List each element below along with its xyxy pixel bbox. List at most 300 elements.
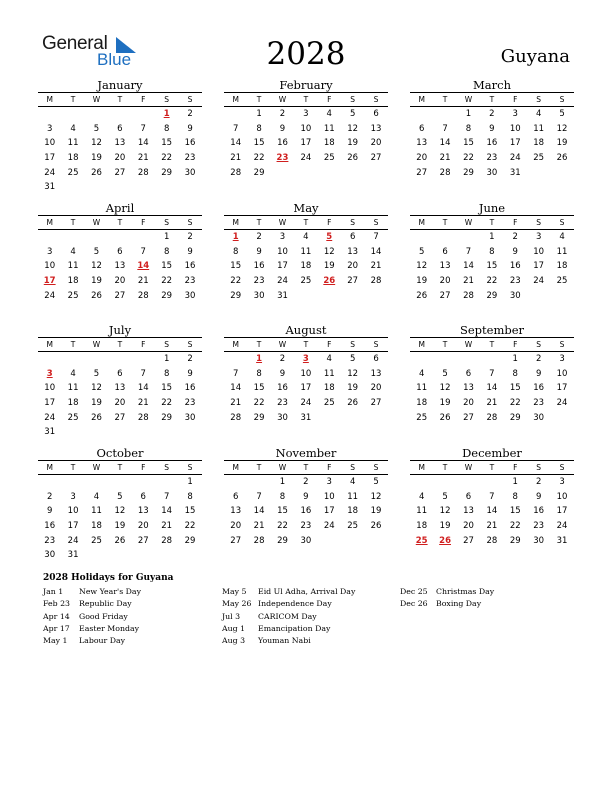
holiday-item	[43, 624, 141, 636]
week-row	[38, 288, 202, 303]
week-row	[224, 136, 388, 151]
day-cell: 21	[370, 261, 382, 272]
day-cell: 28	[137, 167, 149, 178]
day-cell: 20	[463, 521, 474, 532]
month-title: January	[97, 78, 143, 92]
day-cell: 6	[373, 354, 379, 365]
day-cell: 13	[370, 368, 382, 379]
day-cell: 19	[91, 153, 102, 164]
day-cell: 10	[509, 123, 521, 134]
weekday-label: M	[46, 95, 53, 104]
day-cell: 3	[512, 109, 518, 120]
day-cell: 19	[347, 383, 359, 394]
weekday-header	[224, 92, 388, 107]
holiday-item-name: Easter Monday	[79, 623, 140, 633]
weekday-header	[224, 337, 388, 352]
day-cell: 16	[253, 261, 265, 272]
day-cell: 8	[279, 491, 286, 502]
holiday-date: 23	[276, 153, 289, 164]
day-cell: 13	[137, 506, 149, 517]
holiday-item-name: Good Friday	[79, 611, 128, 621]
day-cell: 21	[137, 398, 149, 409]
day-cell: 9	[187, 246, 193, 257]
day-cell: 27	[463, 535, 474, 546]
day-cell: 20	[370, 138, 382, 149]
day-cell: 25	[67, 412, 79, 423]
day-cell: 7	[489, 368, 495, 379]
holiday-item-date: Apr 17	[43, 623, 70, 633]
day-cell: 27	[347, 276, 359, 287]
weekday-label: S	[350, 463, 356, 472]
weekday-label: W	[464, 340, 473, 349]
day-cell: 13	[347, 246, 359, 257]
weekday-label: M	[418, 95, 425, 104]
day-cell: 15	[486, 261, 498, 272]
day-cell: 8	[512, 491, 518, 502]
day-cell: 4	[326, 109, 332, 120]
weekday-label: T	[489, 463, 495, 472]
day-cell: 7	[140, 123, 146, 134]
day-cell: 15	[463, 138, 474, 149]
day-cell: 9	[535, 368, 542, 379]
day-cell: 19	[323, 261, 335, 272]
day-cell: 6	[442, 246, 448, 257]
day-cell: 14	[486, 506, 498, 517]
day-cell: 8	[163, 246, 170, 257]
day-cell: 3	[326, 477, 332, 488]
day-cell: 13	[439, 261, 451, 272]
day-cell: 6	[140, 491, 146, 502]
day-cell: 9	[489, 123, 495, 134]
day-cell: 28	[486, 412, 498, 423]
day-cell: 23	[486, 153, 498, 164]
week-row	[38, 245, 202, 260]
holiday-item-date: Aug 3	[222, 636, 246, 646]
month-may	[224, 201, 388, 303]
day-cell: 26	[347, 398, 359, 409]
week-row	[410, 533, 574, 548]
weekday-label: T	[117, 218, 123, 227]
weekday-label: W	[278, 218, 287, 227]
weekday-label: S	[559, 340, 565, 349]
day-cell: 3	[46, 123, 53, 134]
holiday-item-date: Dec 26	[400, 599, 428, 609]
day-cell: 2	[535, 477, 542, 488]
week-row	[38, 475, 202, 490]
day-cell: 19	[439, 521, 451, 532]
day-cell: 18	[67, 398, 79, 409]
month-november	[224, 446, 388, 548]
week-row	[224, 245, 388, 260]
weekday-label: S	[373, 340, 379, 349]
day-cell: 6	[349, 232, 356, 243]
day-cell: 10	[44, 383, 56, 394]
day-cell: 15	[509, 506, 521, 517]
month-title: May	[293, 201, 319, 215]
day-cell: 26	[114, 535, 126, 546]
week-row	[38, 519, 202, 534]
day-cell: 29	[253, 167, 265, 178]
day-cell: 6	[117, 368, 123, 379]
day-cell: 21	[230, 153, 242, 164]
day-cell: 30	[509, 290, 521, 301]
day-cell: 23	[509, 276, 521, 287]
holiday-column	[222, 587, 355, 648]
week-row	[38, 107, 202, 122]
day-cell: 2	[279, 109, 286, 120]
day-cell: 5	[93, 368, 100, 379]
month-title: June	[478, 201, 506, 215]
weekday-label: S	[536, 218, 542, 227]
day-cell: 30	[184, 290, 196, 301]
day-cell: 11	[300, 246, 312, 257]
weekday-label: F	[513, 463, 518, 472]
day-cell: 10	[67, 506, 79, 517]
week-row	[38, 136, 202, 151]
month-title: December	[462, 446, 522, 460]
holiday-column	[400, 587, 494, 612]
day-cell: 26	[370, 521, 382, 532]
day-cell: 10	[556, 491, 568, 502]
day-cell: 15	[184, 506, 196, 517]
day-cell: 14	[137, 138, 149, 149]
month-october	[38, 446, 202, 563]
day-cell: 30	[184, 412, 196, 423]
day-cell: 27	[114, 290, 126, 301]
day-cell: 20	[114, 153, 126, 164]
holiday-date: 3	[302, 354, 309, 365]
week-row	[38, 180, 202, 195]
weekday-header	[410, 460, 574, 475]
day-cell: 16	[509, 261, 521, 272]
week-row	[410, 490, 574, 505]
month-september	[410, 323, 574, 425]
day-cell: 27	[114, 412, 126, 423]
weekday-label: M	[418, 340, 425, 349]
month-title: October	[96, 446, 144, 460]
day-cell: 8	[256, 368, 262, 379]
weekday-header	[410, 215, 574, 230]
day-cell: 6	[232, 491, 239, 502]
month-title: November	[275, 446, 337, 460]
day-cell: 30	[277, 412, 288, 423]
month-february	[224, 78, 388, 180]
weekday-label: F	[327, 218, 332, 227]
week-row	[224, 352, 388, 367]
day-cell: 1	[279, 477, 286, 488]
weekday-label: F	[327, 95, 332, 104]
day-cell: 18	[67, 153, 79, 164]
holiday-item-date: Jan 1	[43, 587, 64, 596]
day-cell: 30	[486, 167, 498, 178]
week-row	[224, 151, 388, 166]
day-cell: 10	[323, 491, 335, 502]
weekday-label: T	[117, 95, 123, 104]
week-row	[224, 230, 388, 245]
day-cell: 2	[489, 109, 495, 120]
page-title-year: 2028	[266, 36, 346, 72]
weekday-label: M	[418, 463, 425, 472]
day-cell: 1	[163, 354, 170, 365]
day-cell: 10	[533, 246, 545, 257]
day-cell: 29	[277, 535, 288, 546]
week-row	[410, 136, 574, 151]
weekday-label: S	[536, 463, 542, 472]
day-cell: 9	[512, 246, 518, 257]
day-cell: 20	[439, 276, 451, 287]
holiday-column	[43, 587, 141, 648]
day-cell: 12	[91, 138, 102, 149]
holiday-item	[222, 636, 355, 648]
week-row	[224, 410, 388, 425]
day-cell: 24	[44, 412, 56, 423]
day-cell: 25	[533, 153, 545, 164]
day-cell: 31	[509, 167, 521, 178]
day-cell: 19	[416, 276, 428, 287]
day-cell: 11	[67, 138, 79, 149]
weekday-label: M	[232, 463, 239, 472]
day-cell: 26	[91, 412, 102, 423]
day-cell: 17	[277, 261, 288, 272]
day-cell: 19	[347, 138, 359, 149]
holiday-item-date: May 1	[43, 636, 68, 646]
day-cell: 14	[370, 246, 382, 257]
day-cell: 15	[161, 383, 173, 394]
weekday-label: T	[70, 340, 76, 349]
day-cell: 22	[463, 153, 474, 164]
day-cell: 7	[489, 491, 495, 502]
day-cell: 10	[300, 368, 312, 379]
weekday-label: T	[117, 463, 123, 472]
day-cell: 10	[300, 123, 312, 134]
day-cell: 25	[323, 398, 335, 409]
day-cell: 29	[509, 412, 521, 423]
weekday-label: T	[489, 340, 495, 349]
weekday-label: S	[164, 218, 170, 227]
weekday-header	[224, 215, 388, 230]
holiday-item-name: Boxing Day	[436, 599, 482, 609]
day-cell: 29	[161, 290, 173, 301]
day-cell: 28	[463, 290, 474, 301]
day-cell: 23	[44, 535, 56, 546]
day-cell: 28	[161, 535, 173, 546]
weekday-label: F	[513, 340, 518, 349]
day-cell: 28	[370, 276, 382, 287]
day-cell: 11	[323, 368, 335, 379]
day-cell: 24	[556, 521, 568, 532]
day-cell: 6	[117, 123, 123, 134]
day-cell: 26	[416, 290, 428, 301]
day-cell: 8	[163, 368, 170, 379]
day-cell: 11	[91, 506, 102, 517]
day-cell: 28	[137, 290, 149, 301]
week-row	[224, 288, 388, 303]
week-row	[410, 122, 574, 137]
day-cell: 22	[161, 276, 173, 287]
holiday-item-date: Jul 3	[222, 611, 241, 621]
holiday-item	[43, 587, 141, 599]
day-cell: 12	[347, 368, 359, 379]
weekday-label: S	[164, 340, 170, 349]
day-cell: 25	[556, 276, 568, 287]
day-cell: 9	[187, 368, 193, 379]
day-cell: 14	[137, 383, 149, 394]
day-cell: 16	[300, 506, 312, 517]
day-cell: 29	[184, 535, 196, 546]
day-cell: 15	[253, 138, 265, 149]
holiday-item-name: Eid Ul Adha, Arrival Day	[258, 587, 356, 596]
day-cell: 11	[416, 506, 428, 517]
holiday-item-date: May 26	[222, 599, 252, 609]
week-row	[410, 352, 574, 367]
week-row	[410, 245, 574, 260]
day-cell: 9	[279, 123, 286, 134]
day-cell: 24	[277, 276, 288, 287]
day-cell: 16	[44, 521, 56, 532]
month-title: February	[279, 78, 333, 92]
day-cell: 25	[67, 167, 79, 178]
day-cell: 12	[114, 506, 126, 517]
day-cell: 27	[370, 153, 382, 164]
holiday-item-name: Labour Day	[79, 636, 126, 646]
day-cell: 13	[230, 506, 242, 517]
holiday-item-date: Dec 25	[400, 587, 428, 596]
day-cell: 2	[46, 491, 53, 502]
day-cell: 24	[323, 521, 335, 532]
weekday-header	[38, 460, 202, 475]
day-cell: 27	[439, 290, 451, 301]
month-title: March	[473, 78, 511, 92]
day-cell: 9	[187, 123, 193, 134]
day-cell: 4	[303, 232, 309, 243]
day-cell: 17	[533, 261, 545, 272]
day-cell: 2	[303, 477, 309, 488]
weekday-label: F	[141, 340, 146, 349]
day-cell: 28	[486, 535, 498, 546]
day-cell: 11	[533, 123, 545, 134]
day-cell: 16	[277, 383, 288, 394]
day-cell: 20	[114, 398, 126, 409]
day-cell: 27	[230, 535, 242, 546]
day-cell: 1	[512, 477, 518, 488]
day-cell: 2	[279, 354, 286, 365]
weekday-label: S	[536, 340, 542, 349]
day-cell: 11	[67, 261, 79, 272]
holiday-item	[222, 599, 355, 611]
day-cell: 25	[67, 290, 79, 301]
weekday-label: T	[303, 95, 309, 104]
holiday-item-name: New Year's Day	[79, 587, 141, 596]
day-cell: 4	[70, 123, 76, 134]
day-cell: 21	[463, 276, 474, 287]
day-cell: 14	[253, 506, 265, 517]
weekday-header	[38, 92, 202, 107]
day-cell: 16	[184, 383, 196, 394]
holiday-item-name: Youman Nabi	[258, 636, 311, 646]
day-cell: 24	[300, 398, 312, 409]
holiday-date: 1	[232, 232, 239, 243]
day-cell: 30	[184, 167, 196, 178]
day-cell: 11	[556, 246, 568, 257]
day-cell: 24	[44, 290, 56, 301]
day-cell: 20	[370, 383, 382, 394]
day-cell: 25	[300, 276, 312, 287]
holiday-item	[43, 599, 141, 611]
month-april	[38, 201, 202, 303]
day-cell: 23	[184, 398, 196, 409]
day-cell: 4	[535, 109, 542, 120]
day-cell: 30	[300, 535, 312, 546]
day-cell: 23	[533, 521, 545, 532]
week-row	[224, 381, 388, 396]
day-cell: 10	[277, 246, 288, 257]
day-cell: 6	[418, 123, 425, 134]
day-cell: 15	[253, 383, 265, 394]
weekday-header	[410, 337, 574, 352]
holiday-date: 3	[46, 368, 53, 379]
week-row	[224, 504, 388, 519]
day-cell: 3	[303, 109, 309, 120]
weekday-label: F	[141, 463, 146, 472]
day-cell: 17	[67, 521, 79, 532]
day-cell: 16	[184, 138, 196, 149]
day-cell: 18	[533, 138, 545, 149]
weekday-label: T	[489, 95, 495, 104]
day-cell: 26	[556, 153, 568, 164]
weekday-label: T	[256, 95, 262, 104]
day-cell: 16	[277, 138, 288, 149]
month-july	[38, 323, 202, 440]
weekday-label: T	[442, 463, 448, 472]
day-cell: 5	[418, 246, 425, 257]
day-cell: 15	[230, 261, 242, 272]
holiday-item-name: CARICOM Day	[258, 611, 317, 621]
weekday-label: T	[442, 340, 448, 349]
weekday-label: W	[92, 340, 101, 349]
day-cell: 12	[323, 246, 335, 257]
month-january	[38, 78, 202, 195]
day-cell: 8	[489, 246, 495, 257]
week-row	[38, 165, 202, 180]
day-cell: 23	[277, 398, 288, 409]
day-cell: 31	[556, 535, 568, 546]
day-cell: 23	[300, 521, 312, 532]
day-cell: 11	[67, 383, 79, 394]
weekday-label: T	[256, 340, 262, 349]
day-cell: 19	[556, 138, 568, 149]
weekday-label: T	[70, 95, 76, 104]
week-row	[224, 519, 388, 534]
day-cell: 4	[70, 368, 76, 379]
logo-general-text: General	[42, 33, 108, 54]
week-row	[38, 396, 202, 411]
weekday-label: M	[46, 218, 53, 227]
day-cell: 27	[137, 535, 149, 546]
week-row	[38, 367, 202, 382]
weekday-label: S	[373, 463, 379, 472]
day-cell: 27	[370, 398, 382, 409]
day-cell: 18	[556, 261, 568, 272]
day-cell: 19	[114, 521, 126, 532]
day-cell: 13	[416, 138, 428, 149]
weekday-label: S	[164, 463, 170, 472]
week-row	[38, 410, 202, 425]
day-cell: 15	[161, 261, 173, 272]
day-cell: 13	[370, 123, 382, 134]
day-cell: 19	[439, 398, 451, 409]
day-cell: 22	[161, 398, 173, 409]
weekday-label: S	[373, 218, 379, 227]
